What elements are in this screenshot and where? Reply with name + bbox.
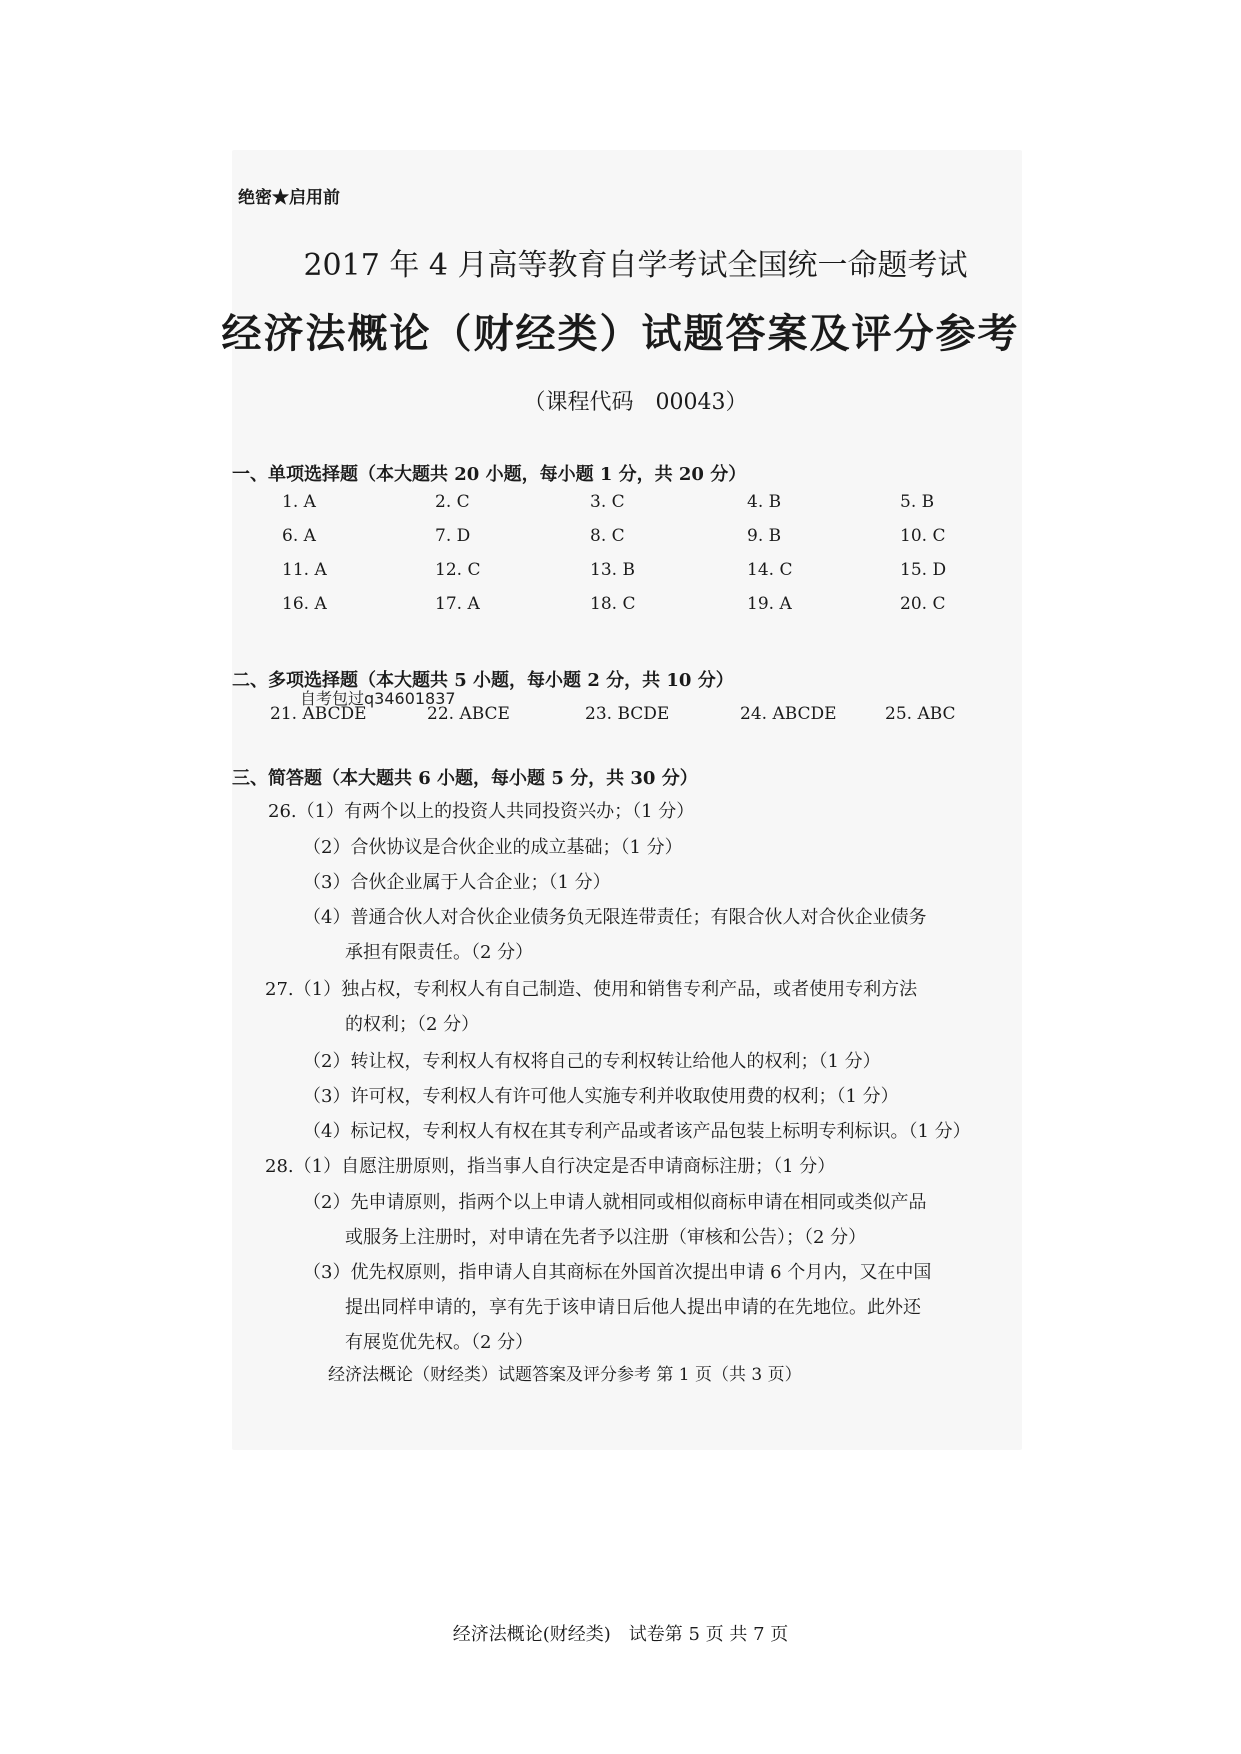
answer-item: 1. A	[282, 492, 316, 512]
main-title: 经济法概论（财经类）试题答案及评分参考	[221, 310, 1020, 357]
answer-line: （4）标记权，专利权人有权在其专利产品或者该产品包装上标明专利标识。（1 分）	[303, 1121, 971, 1142]
answer-line: 的权利；（2 分）	[345, 1014, 480, 1035]
secret-mark: 绝密★启用前	[238, 188, 340, 208]
answer-item: 2. C	[435, 492, 470, 512]
answer-item: 22. ABCE	[427, 704, 510, 724]
answer-item: 10. C	[900, 526, 946, 546]
exam-title: 2017 年 4 月高等教育自学考试全国统一命题考试	[303, 248, 968, 283]
answer-item: 23. BCDE	[585, 704, 670, 724]
section1-title: 一、单项选择题（本大题共 20 小题，每小题 1 分，共 20 分）	[232, 464, 747, 485]
answer-item: 3. C	[590, 492, 625, 512]
answer-item: 14. C	[747, 560, 793, 580]
answer-line: 28.（1）自愿注册原则，指当事人自行决定是否申请商标注册；（1 分）	[265, 1156, 836, 1177]
answer-item: 12. C	[435, 560, 481, 580]
answer-item: 24. ABCDE	[740, 704, 837, 724]
page-footer: 经济法概论(财经类) 试卷第 5 页 共 7 页	[452, 1624, 789, 1645]
answer-item: 8. C	[590, 526, 625, 546]
answer-item: 16. A	[282, 594, 327, 614]
answer-item: 11. A	[282, 560, 327, 580]
answer-line: 提出同样申请的，享有先于该申请日后他人提出申请的在先地位。此外还	[345, 1297, 921, 1318]
answer-line: （3）合伙企业属于人合企业；（1 分）	[303, 872, 611, 893]
section2-title: 二、多项选择题（本大题共 5 小题，每小题 2 分，共 10 分）	[232, 670, 734, 691]
answer-line: （3）优先权原则，指申请人自其商标在外国首次提出申请 6 个月内，又在中国	[303, 1262, 932, 1283]
answer-item: 4. B	[747, 492, 782, 512]
answer-item: 15. D	[900, 560, 947, 580]
answer-line: 或服务上注册时，对申请在先者予以注册（审核和公告）；（2 分）	[345, 1227, 867, 1248]
answer-item: 13. B	[590, 560, 635, 580]
answer-line: （2）先申请原则，指两个以上申请人就相同或相似商标申请在相同或类似产品	[303, 1192, 927, 1213]
answer-line: （2）转让权，专利权人有权将自己的专利权转让给他人的权利；（1 分）	[303, 1051, 881, 1072]
answer-line: （2）合伙协议是合伙企业的成立基础；（1 分）	[303, 837, 683, 858]
answer-line: 承担有限责任。（2 分）	[345, 942, 534, 963]
answer-line: 27.（1）独占权，专利权人有自己制造、使用和销售专利产品，或者使用专利方法	[265, 979, 918, 1000]
answer-item: 17. A	[435, 594, 480, 614]
course-code: （课程代码 00043）	[523, 390, 748, 415]
answer-line: （4）普通合伙人对合伙企业债务负无限连带责任；有限合伙人对合伙企业债务	[303, 907, 927, 928]
answer-item: 20. C	[900, 594, 946, 614]
section3-title: 三、简答题（本大题共 6 小题，每小题 5 分，共 30 分）	[232, 768, 698, 789]
answer-item: 7. D	[435, 526, 471, 546]
answer-line: （3）许可权，专利权人有许可他人实施专利并收取使用费的权利；（1 分）	[303, 1086, 899, 1107]
answer-item: 18. C	[590, 594, 636, 614]
answer-item: 19. A	[747, 594, 792, 614]
answer-line: 有展览优先权。（2 分）	[345, 1332, 534, 1353]
answer-item: 9. B	[747, 526, 782, 546]
answer-line: 26.（1）有两个以上的投资人共同投资兴办；（1 分）	[268, 801, 695, 822]
overlay-watermark-text: 自考包过q34601837	[300, 689, 456, 708]
answer-item: 21. ABCDE	[270, 704, 367, 724]
answer-item: 5. B	[900, 492, 935, 512]
scan-page-footer: 经济法概论（财经类）试题答案及评分参考 第 1 页（共 3 页）	[328, 1365, 802, 1385]
answer-item: 6. A	[282, 526, 316, 546]
answer-item: 25. ABC	[885, 704, 956, 724]
